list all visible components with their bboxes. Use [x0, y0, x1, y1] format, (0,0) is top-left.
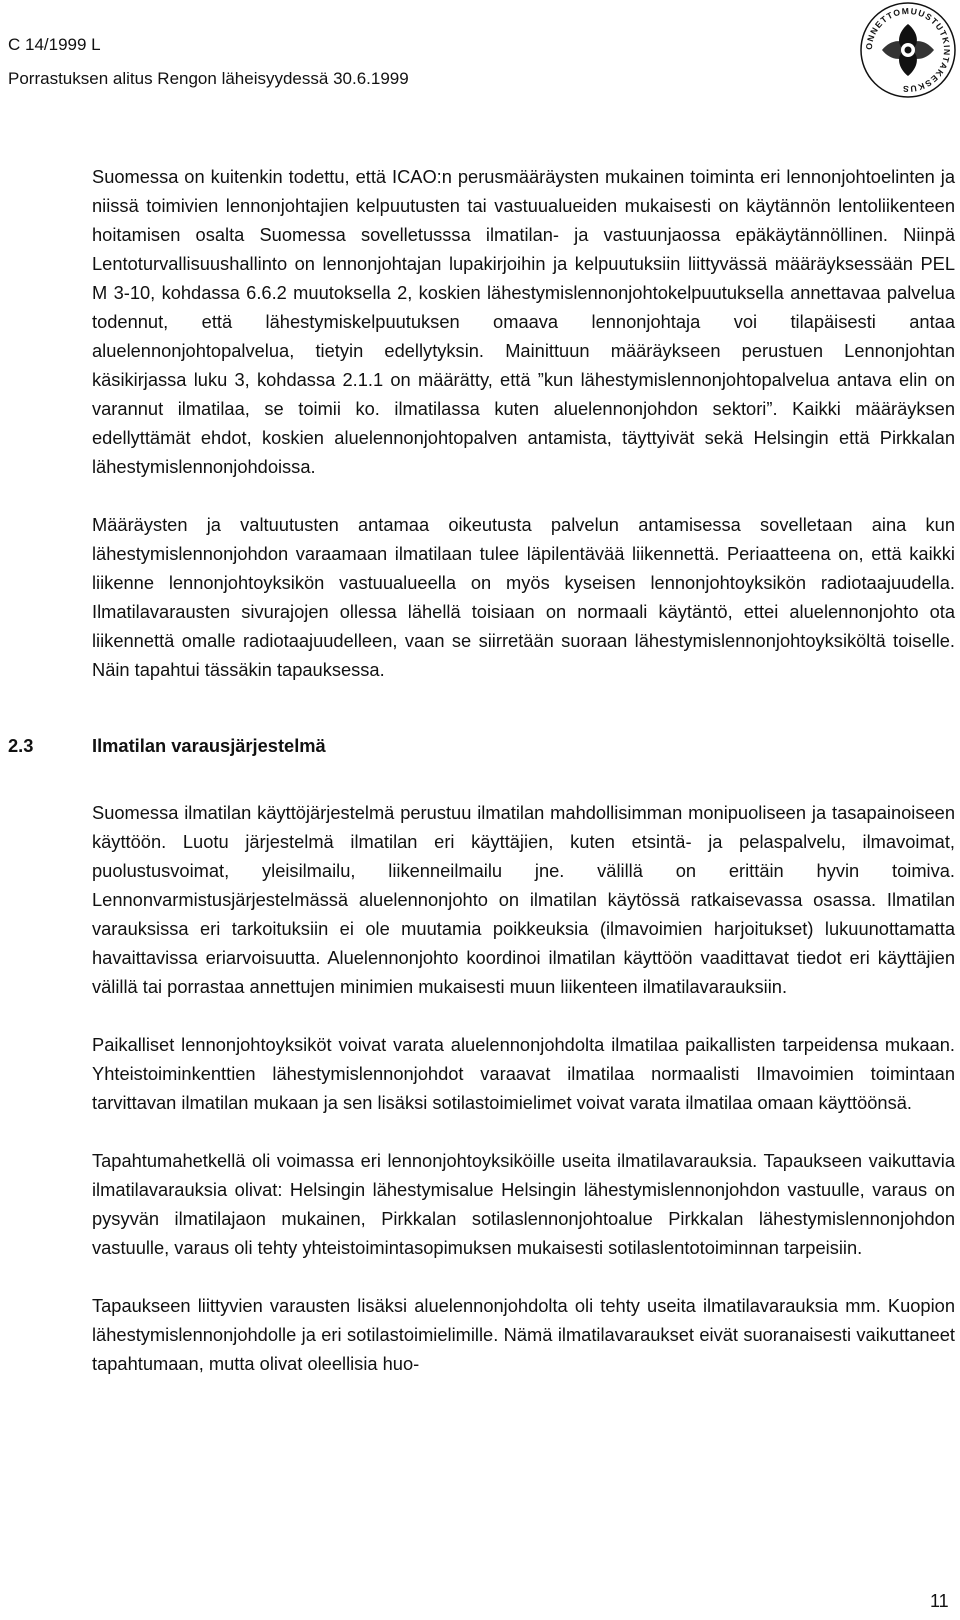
- section-heading: [8, 731, 955, 760]
- document-subtitle: Porrastuksen alitus Rengon läheisyydessä 30.6.1999: [8, 69, 409, 88]
- page-header: [8, 28, 409, 96]
- paragraph-3: Suomessa ilmatilan käyttöjärjestelmä perustuu ilmatilan mahdollisimman monipuoliseen ja tasapainoiseen käyttöön. Luotu järjestelmä ilmatilan eri käyttäjien, kuten etsintä- ja pelaspalvelu, ilmavoimat, puolustusvoimat, yleisilmailu, liikenneilmailu jne. välillä on erittäin hyvin toimiva. Lennonvarmistusjärjestelmässä aluelennonjohto on ilmatilan käytössä ratkaisevassa osassa. Ilmatilan varauksissa eri tarkoituksiin ei ole muutamia poikkeuksia (ilmavoimien harjoitukset) lukuunottamatta havaittavissa eriarvoisuutta. Aluelennonjohto koordinoi ilmatilan käyttöön vaadittavat tiedot eri käyttäjien välillä tai porrastaa annettujen minimien mukaisesti muun liikenteen ilmatilavarauksiin.: [92, 802, 955, 997]
- section-title: Ilmatilan varausjärjestelmä: [92, 735, 326, 756]
- document-body: [8, 162, 955, 1378]
- paragraph-1: Suomessa on kuitenkin todettu, että ICAO:n perusmääräysten mukainen toiminta eri lennonjohtoelinten ja niissä toimivien lennonjohtajien kelpuutusten tai vastuualueiden mukaisesti on käytännön lentoliikenteen hoitamisen osalta Suomessa sovelletusssa ilmatilan- ja vastuunjaossa epäkäytännöllinen. Niinpä Lentoturvallisuushallinto on lennonjohtajan lupakirjoihin ja kelpuutuksiin liittyvässä määräyksessään PEL M 3-10, kohdassa 6.6.2 muutoksella 2, koskien lähestymislennonjohtokelpuutuksella annettavaa palvelua todennut, että lähestymiskelpuutuksen omaava lennonjohtaja voi tilapäisesti antaa aluelennonjohtopalvelua, tietyin edellytyksin. Mainittuun määräykseen perustuen Lennonjohtan käsikirjassa luku 3, kohdassa 2.1.1 on määrätty, että ”kun lähestymislennonjohtopalvelua antava elin on varannut ilmatilaa, se toimii ko. ilmatilassa kuten aluelennonjohdon sektori”. Kaikki määräyksen edellyttämät ehdot, koskien aluelennonjohtopalven antamista, täyttyivät sekä Helsingin että Pirkkalan lähestymislennonjohdoissa.: [92, 166, 955, 477]
- paragraph-4: Paikalliset lennonjohtoyksiköt voivat varata aluelennonjohdolta ilmatilaa paikallisten tarpeidensa mukaan. Yhteistoiminkenttien lähestymislennonjohdot varaavat ilmatilaa normaalisti Ilmavoimien toimintaan tarvittavan ilmatilan mukaan ja sen lisäksi sotilastoimielimet voivat varata ilmatilaa omaan käyttöönsä.: [92, 1034, 955, 1113]
- paragraph-2: Määräysten ja valtuutusten antamaa oikeutusta palvelun antamisessa sovelletaan aina kun lähestymislennonjohdon varaamaan ilmatilaan tulee läpilentävää liikennettä. Periaatteena on, että kaikki liikenne lennonjohtoyksikön vastuualueella on myös kyseisen lennonjohtoyksikön radiotaajuudella. Ilmatilavarausten sivurajojen ollessa lähellä toisiaan on normaali käytäntö, ettei aluelennonjohto ota liikennettä omalle radiotaajuudelleen, vaan se siirretään suoraan lähestymislennonjohtoyksiköltä toiselle. Näin tapahtui tässäkin tapauksessa.: [92, 514, 955, 680]
- investigation-board-seal-icon: [858, 0, 958, 100]
- document-id: C 14/1999 L: [8, 35, 101, 54]
- section-number: 2.3: [8, 735, 34, 756]
- page-number: 11: [930, 1591, 949, 1611]
- paragraph-6: Tapaukseen liittyvien varausten lisäksi aluelennonjohdolta oli tehty useita ilmatilavarauksia mm. Kuopion lähestymislennonjohdolle ja eri sotilastoimielimille. Nämä ilmatilavaraukset eivät suoranaisesti vaikuttaneet tapahtumaan, mutta olivat oleellisia huo-: [92, 1295, 955, 1374]
- paragraph-5: Tapahtumahetkellä oli voimassa eri lennonjohtoyksiköille useita ilmatilavarauksia. Tapaukseen vaikuttavia ilmatilavarauksia olivat: Helsingin lähestymisalue Helsingin lähestymislennonjohdon vastuulle, varaus on pysyvän ilmatilajaon mukainen, Pirkkalan sotilaslennonjohtoalue Pirkkalan lähestymislennonjohdon vastuulle, varaus oli tehty yhteistoimintasopimuksen mukaisesti sotilaslentotoiminnan tarpeisiin.: [92, 1150, 955, 1258]
- seal-ring-text: ONNETTOMUUSTUTKINTAKESKUS: [863, 5, 953, 95]
